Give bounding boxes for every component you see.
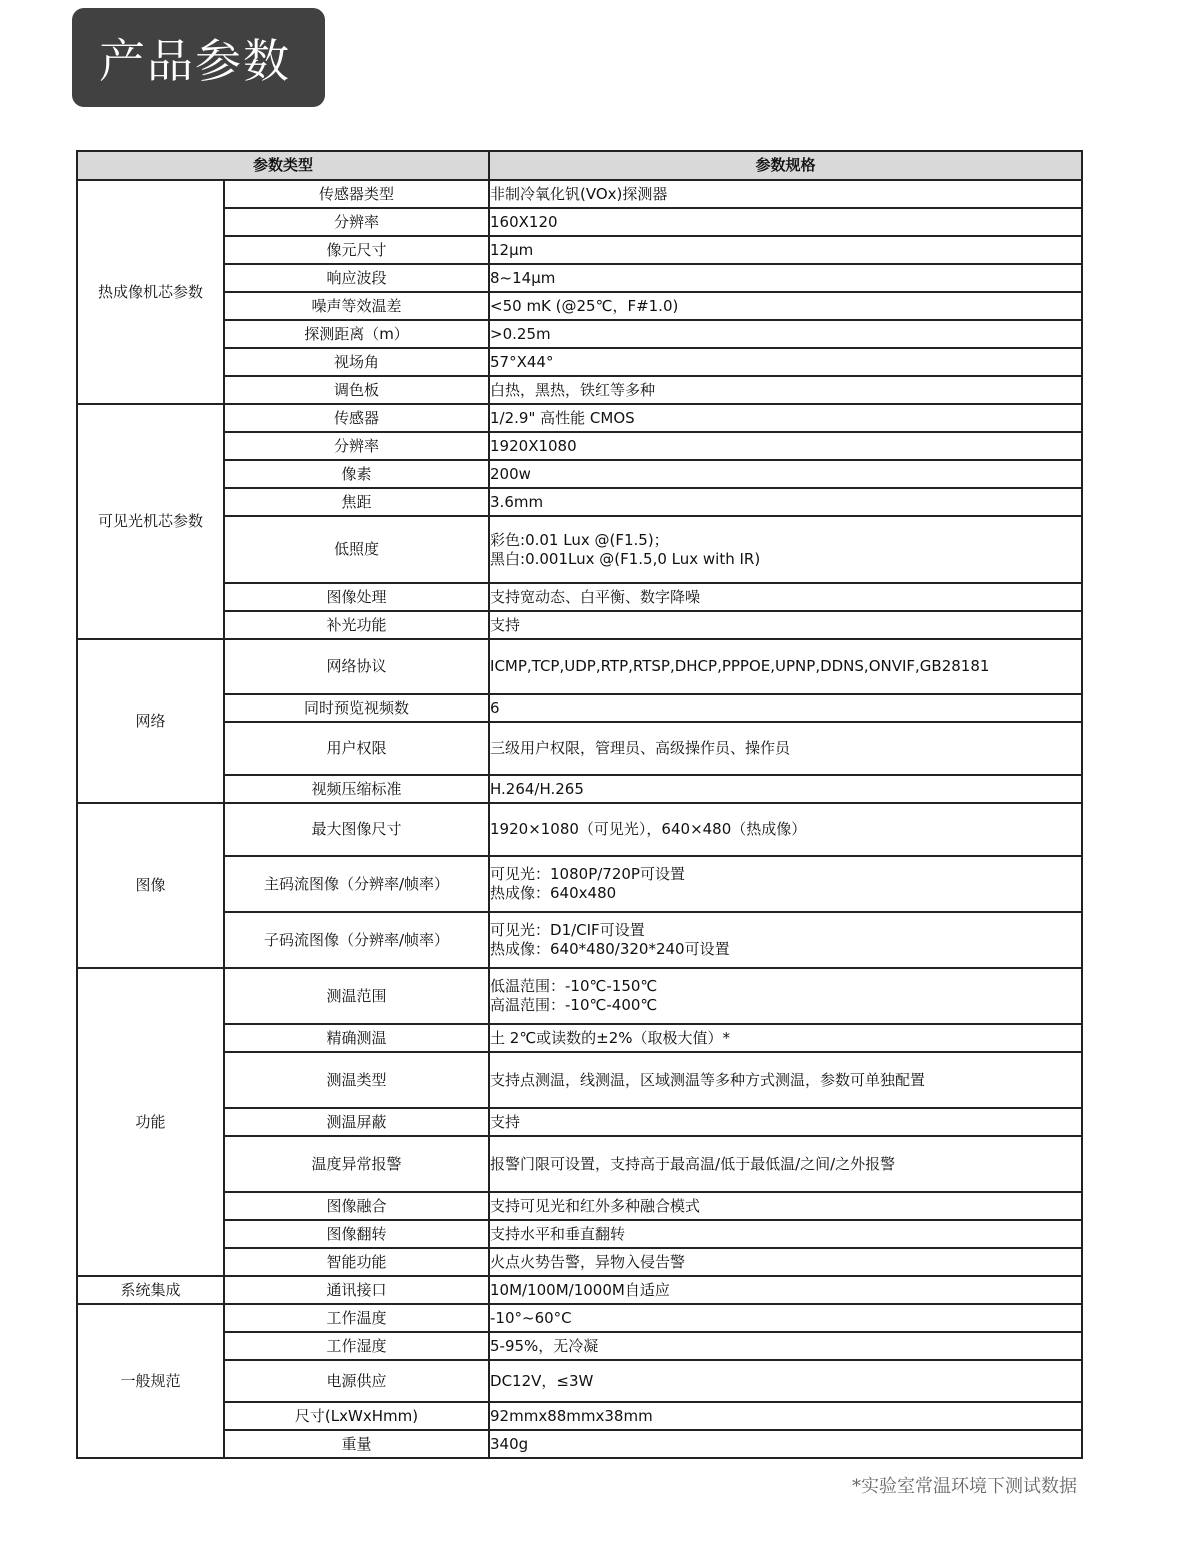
param-value-line: 200w — [490, 464, 531, 483]
param-value-line: 热成像：640x480 — [490, 884, 617, 902]
table-row — [77, 180, 1082, 208]
param-value-line: 报警门限可设置，支持高于最高温/低于最低温/之间/之外报警 — [490, 1154, 896, 1173]
param-value-line: -10°~60°C — [490, 1308, 572, 1327]
param-value-cell — [489, 1136, 1082, 1192]
param-name-cell: 电源供应 — [224, 1360, 489, 1402]
category-cell: 可见光机芯参数 — [77, 404, 224, 639]
param-value-line: <50 mK (@25℃，F#1.0) — [490, 296, 679, 315]
param-name-cell: 分辨率 — [224, 208, 489, 236]
param-name-cell: 图像处理 — [224, 583, 489, 611]
param-value-line: 1920X1080 — [490, 436, 577, 455]
param-value-line: 92mmx88mmx38mm — [490, 1406, 653, 1425]
param-value-cell — [489, 264, 1082, 292]
table-row — [77, 722, 1082, 775]
param-name-cell: 分辨率 — [224, 432, 489, 460]
table-row — [77, 1192, 1082, 1220]
param-value-cell — [489, 460, 1082, 488]
param-value-line: 火点火势告警，异物入侵告警 — [490, 1252, 686, 1271]
table-header-row — [77, 151, 1082, 180]
table-row — [77, 376, 1082, 404]
table-row — [77, 320, 1082, 348]
param-value-line: 白热，黑热，铁红等多种 — [490, 380, 656, 399]
param-name-cell: 同时预览视频数 — [224, 694, 489, 722]
table-row — [77, 1304, 1082, 1332]
param-name-cell: 图像翻转 — [224, 1220, 489, 1248]
param-value-cell — [489, 722, 1082, 775]
param-name-cell: 视频压缩标准 — [224, 775, 489, 803]
param-value-cell — [489, 611, 1082, 639]
table-row — [77, 432, 1082, 460]
header-param-spec: 参数规格 — [489, 151, 1082, 180]
param-name-cell: 像素 — [224, 460, 489, 488]
param-value-line: 12μm — [490, 240, 534, 259]
param-value-cell — [489, 516, 1082, 583]
param-name-cell: 像元尺寸 — [224, 236, 489, 264]
param-value-cell — [489, 968, 1082, 1024]
spec-table-body — [77, 180, 1082, 1458]
page-title: 产品参数 — [99, 33, 291, 88]
param-name-cell: 测温屏蔽 — [224, 1108, 489, 1136]
param-name-cell: 尺寸(LxWxHmm) — [224, 1402, 489, 1430]
param-value-cell — [489, 1430, 1082, 1458]
param-value-cell — [489, 856, 1082, 912]
param-value-cell — [489, 1304, 1082, 1332]
table-row — [77, 694, 1082, 722]
table-row — [77, 1276, 1082, 1304]
param-value-cell — [489, 236, 1082, 264]
table-row — [77, 583, 1082, 611]
param-value-cell — [489, 320, 1082, 348]
table-row — [77, 516, 1082, 583]
param-value-line: 支持 — [490, 1112, 521, 1131]
table-row — [77, 1136, 1082, 1192]
param-name-cell: 补光功能 — [224, 611, 489, 639]
param-value-line: 5-95%，无冷凝 — [490, 1336, 599, 1355]
table-row — [77, 348, 1082, 376]
table-row — [77, 488, 1082, 516]
param-value-cell — [489, 1024, 1082, 1052]
table-row — [77, 1108, 1082, 1136]
table-row — [77, 1430, 1082, 1458]
param-name-cell: 传感器 — [224, 404, 489, 432]
table-row — [77, 264, 1082, 292]
param-name-cell: 传感器类型 — [224, 180, 489, 208]
param-value-line: 支持可见光和红外多种融合模式 — [490, 1196, 701, 1215]
param-name-cell: 子码流图像（分辨率/帧率） — [224, 912, 489, 968]
param-value-line: 可见光：1080P/720P可设置 — [490, 865, 685, 883]
category-cell: 热成像机芯参数 — [77, 180, 224, 404]
param-value-line: 低温范围：-10℃-150℃ — [490, 977, 658, 995]
param-value-cell — [489, 348, 1082, 376]
param-value-line: 3.6mm — [490, 492, 544, 511]
param-name-cell: 探测距离（m） — [224, 320, 489, 348]
table-row — [77, 1402, 1082, 1430]
param-name-cell: 噪声等效温差 — [224, 292, 489, 320]
param-value-cell — [489, 1108, 1082, 1136]
param-value-line: 土 2℃或读数的±2%（取极大值）* — [490, 1028, 731, 1047]
param-value-cell — [489, 1402, 1082, 1430]
param-name-cell: 精确测温 — [224, 1024, 489, 1052]
table-row — [77, 639, 1082, 694]
page-title-banner — [72, 8, 325, 107]
param-value-line: 黑白:0.001Lux @(F1.5,0 Lux with IR) — [490, 549, 761, 568]
table-row — [77, 775, 1082, 803]
footnote: *实验室常温环境下测试数据 — [852, 1476, 1077, 1497]
param-value-cell — [489, 1220, 1082, 1248]
param-value-line: 160X120 — [490, 212, 558, 231]
param-value-cell — [489, 639, 1082, 694]
table-row — [77, 1220, 1082, 1248]
param-value-cell — [489, 1276, 1082, 1304]
param-name-cell: 主码流图像（分辨率/帧率） — [224, 856, 489, 912]
category-cell: 系统集成 — [77, 1276, 224, 1304]
param-value-cell — [489, 376, 1082, 404]
param-name-cell: 最大图像尺寸 — [224, 803, 489, 856]
param-value-line: 彩色:0.01 Lux @(F1.5)； — [490, 530, 669, 549]
param-value-cell — [489, 404, 1082, 432]
param-name-cell: 工作湿度 — [224, 1332, 489, 1360]
param-value-cell — [489, 583, 1082, 611]
param-value-line: 8~14μm — [490, 268, 556, 287]
param-value-line: 支持 — [490, 615, 521, 634]
param-value-line: 340g — [490, 1434, 529, 1453]
category-cell: 一般规范 — [77, 1304, 224, 1458]
param-value-cell — [489, 694, 1082, 722]
param-name-cell: 图像融合 — [224, 1192, 489, 1220]
param-value-line: 高温范围：-10℃-400℃ — [490, 996, 658, 1014]
param-name-cell: 响应波段 — [224, 264, 489, 292]
param-value-cell — [489, 180, 1082, 208]
param-value-cell — [489, 488, 1082, 516]
param-name-cell: 视场角 — [224, 348, 489, 376]
param-value-line: 支持点测温，线测温，区域测温等多种方式测温，参数可单独配置 — [490, 1070, 926, 1089]
param-value-line: 57°X44° — [490, 352, 554, 371]
param-name-cell: 网络协议 — [224, 639, 489, 694]
table-row — [77, 1332, 1082, 1360]
table-row — [77, 236, 1082, 264]
category-cell: 功能 — [77, 968, 224, 1276]
param-value-line: 1/2.9" 高性能 CMOS — [490, 408, 635, 427]
table-row — [77, 1052, 1082, 1108]
table-row — [77, 404, 1082, 432]
table-row — [77, 912, 1082, 968]
param-name-cell: 通讯接口 — [224, 1276, 489, 1304]
param-value-cell — [489, 912, 1082, 968]
spec-table — [76, 150, 1083, 1459]
param-value-line: ICMP,TCP,UDP,RTP,RTSP,DHCP,PPPOE,UPNP,DDNS,ONVIF,GB28181 — [490, 657, 990, 675]
param-name-cell: 调色板 — [224, 376, 489, 404]
param-value-cell — [489, 208, 1082, 236]
param-value-line: DC12V，≤3W — [490, 1371, 594, 1390]
param-name-cell: 测温类型 — [224, 1052, 489, 1108]
category-cell: 网络 — [77, 639, 224, 803]
table-row — [77, 292, 1082, 320]
param-name-cell: 重量 — [224, 1430, 489, 1458]
param-value-line: H.264/H.265 — [490, 779, 584, 798]
table-row — [77, 208, 1082, 236]
param-value-line: 10M/100M/1000M自适应 — [490, 1280, 670, 1299]
param-value-cell — [489, 432, 1082, 460]
param-value-line: 三级用户权限，管理员、高级操作员、操作员 — [490, 739, 791, 757]
param-value-line: 可见光：D1/CIF可设置 — [490, 921, 645, 939]
param-value-line: 非制冷氧化钒(VOx)探测器 — [490, 184, 668, 203]
param-value-cell — [489, 292, 1082, 320]
param-value-line: 6 — [490, 698, 500, 717]
param-value-line: 支持宽动态、白平衡、数字降噪 — [490, 587, 701, 606]
param-value-cell — [489, 775, 1082, 803]
table-row — [77, 856, 1082, 912]
table-row — [77, 460, 1082, 488]
table-row — [77, 1360, 1082, 1402]
table-row — [77, 803, 1082, 856]
param-value-cell — [489, 1052, 1082, 1108]
param-value-line: 1920×1080（可见光），640×480（热成像） — [490, 820, 807, 838]
param-value-line: 热成像：640*480/320*240可设置 — [490, 940, 730, 958]
param-name-cell: 用户权限 — [224, 722, 489, 775]
table-row — [77, 611, 1082, 639]
param-name-cell: 智能功能 — [224, 1248, 489, 1276]
table-row — [77, 1024, 1082, 1052]
header-param-type: 参数类型 — [77, 151, 489, 180]
param-name-cell: 低照度 — [224, 516, 489, 583]
param-name-cell: 工作温度 — [224, 1304, 489, 1332]
table-row — [77, 1248, 1082, 1276]
param-value-cell — [489, 1192, 1082, 1220]
param-name-cell: 温度异常报警 — [224, 1136, 489, 1192]
param-value-cell — [489, 1332, 1082, 1360]
param-value-cell — [489, 1360, 1082, 1402]
param-value-cell — [489, 1248, 1082, 1276]
param-name-cell: 焦距 — [224, 488, 489, 516]
category-cell: 图像 — [77, 803, 224, 968]
param-value-line: 支持水平和垂直翻转 — [490, 1224, 626, 1243]
param-value-line: >0.25m — [490, 324, 551, 343]
param-name-cell: 测温范围 — [224, 968, 489, 1024]
table-row — [77, 968, 1082, 1024]
param-value-cell — [489, 803, 1082, 856]
